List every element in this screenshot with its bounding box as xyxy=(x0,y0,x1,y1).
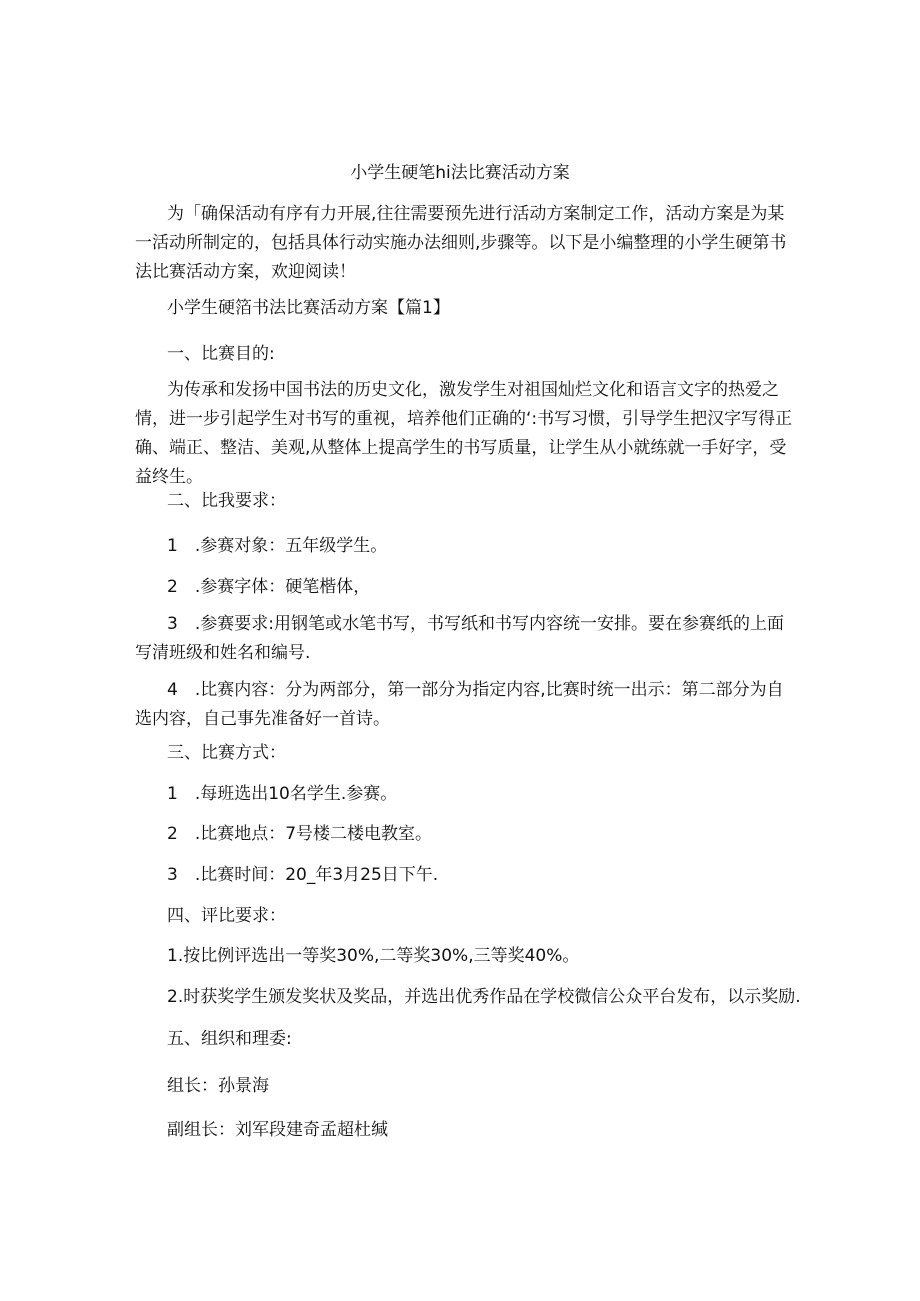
subtitle: 小学生硬箔书法比赛活动方案【篇1】 xyxy=(167,298,450,318)
intro-paragraph: 为「确保活动有序有力开展,往往需要预先进行活动方案制定工作，活动方案是为某一活动所制定的，包括具体行动实施办法细则,步骤等。以下是小编整理的小学生硬第书法比赛活动方案，欢迎阅读！ xyxy=(135,204,787,282)
section-4-item: 2.时获奖学生颁发奖状及奖品，并选出优秀作品在学校微信公众平台发布，以示奖励. xyxy=(167,987,801,1007)
section-1-heading: 一、比赛目的: xyxy=(167,344,275,364)
section-2-item: 2 .参赛字体：硬笔楷体， xyxy=(167,577,371,597)
section-3-item: 2 .比赛地点：7号楼二楼电教室。 xyxy=(167,824,433,844)
section-2-heading: 二、比我要求： xyxy=(167,491,286,511)
section-1-body: 为传承和发扬中国书法的历史文化，激发学生对祖国灿烂文化和语言文字的热爱之情，进一步引起学生对书写的重视，培养他们正确的‘:书写习惯，引导学生把汉字写得正确、端正、整洁、美观,从整体上提高学生的书写质量，让学生从小就练就一手好字，受益终生。 xyxy=(135,380,793,487)
document-title: 小学生硬笔hi法比赛活动方案 xyxy=(350,163,570,183)
section-4-item: 1.按比例评选出一等奖30%,二等奖30%,三等奖40%。 xyxy=(167,946,580,966)
section-3-item: 3 .比赛时间：20_年3月25日下午. xyxy=(167,865,439,885)
deputy-group-leader: 副组长：刘军段建奇孟超杜缄 xyxy=(167,1120,388,1140)
section-2-item: 4 .比赛内容：分为两部分，第一部分为指定内容,比赛时统一出示：第二部分为自选内容，自己事先准备好一首诗。 xyxy=(135,680,784,729)
section-4-heading: 四、评比要求： xyxy=(167,906,286,926)
section-2-item: 1 .参赛对象：五年级学生。 xyxy=(167,536,388,556)
section-3-heading: 三、比赛方式： xyxy=(167,743,286,763)
group-leader: 组长：孙景海 xyxy=(167,1076,269,1096)
section-3-item: 1 .每班选出10名学生.参赛。 xyxy=(167,784,398,804)
section-2-item: 3 .参赛要求:用钢笔或水笔书写，书写纸和书写内容统一安排。要在参赛纸的上面写清班级和姓名和编号. xyxy=(135,614,784,663)
section-5-heading: 五、组织和理委: xyxy=(167,1029,292,1049)
